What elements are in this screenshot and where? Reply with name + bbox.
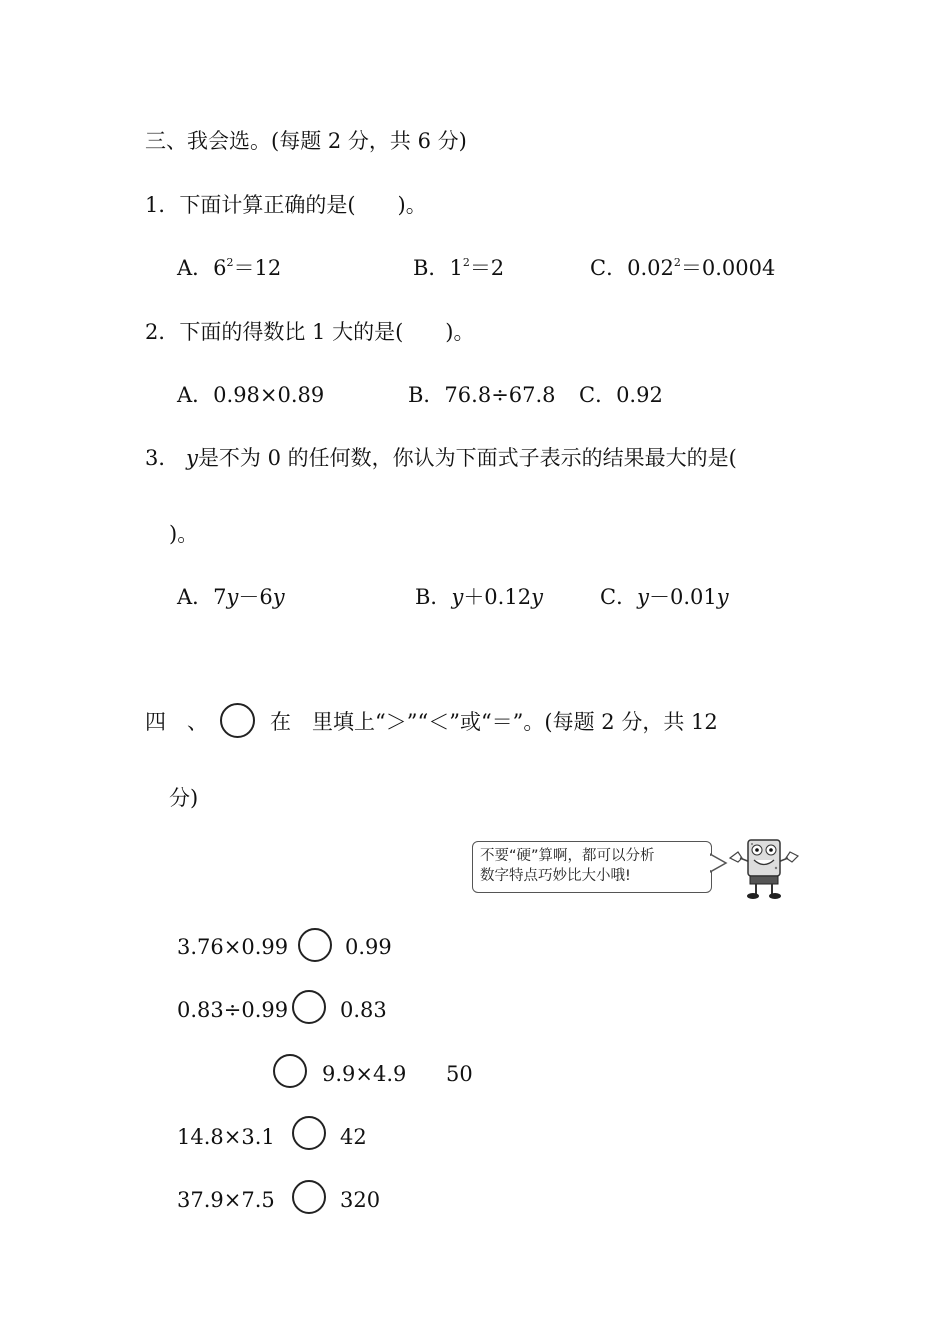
- q1-option-b[interactable]: B．$1^2=2$: [413, 256, 505, 280]
- compare-left-3: 9.9×4.9: [322, 1062, 407, 1086]
- q1-stem: 1．下面计算正确的是( )。: [145, 193, 427, 217]
- hint-speech-bubble: [472, 841, 712, 893]
- compare-right-4: 42: [340, 1125, 367, 1149]
- q1-option-a[interactable]: A．$6^2=12$: [177, 256, 282, 280]
- answer-circle-4[interactable]: [292, 1116, 326, 1150]
- q3-option-b[interactable]: B．y＋0.12y: [415, 585, 543, 609]
- section4-heading-prefix: 四 、: [145, 710, 208, 734]
- compare-left-4: 14.8×3.1: [177, 1125, 275, 1149]
- compare-left-5: 37.9×7.5: [177, 1188, 275, 1212]
- compare-right-1: 0.99: [345, 935, 392, 959]
- q3-stem-close: )。: [169, 522, 199, 546]
- answer-circle-5[interactable]: [292, 1180, 326, 1214]
- answer-circle-2[interactable]: [292, 990, 326, 1024]
- q2-option-b[interactable]: B．76.8÷67.8: [408, 383, 556, 407]
- compare-left-1: 3.76×0.99: [177, 935, 289, 959]
- compare-right-3: 50: [446, 1062, 473, 1086]
- hint-line-1: 不要“硬”算啊，都可以分析: [480, 848, 655, 864]
- answer-circle-3[interactable]: [273, 1054, 307, 1088]
- q3-stem: 3． y是不为 0 的任何数，你认为下面式子表示的结果最大的是(: [145, 446, 737, 470]
- compare-right-2: 0.83: [340, 998, 387, 1022]
- q2-option-a[interactable]: A．0.98×0.89: [177, 383, 325, 407]
- q2-stem: 2．下面的得数比 1 大的是( )。: [145, 320, 475, 344]
- q2-option-c[interactable]: C．0.92: [579, 383, 663, 407]
- heading-circle-icon: [220, 703, 255, 738]
- answer-circle-1[interactable]: [298, 928, 332, 962]
- q3-option-a[interactable]: A．7y－6y: [177, 585, 285, 609]
- compare-right-5: 320: [340, 1188, 381, 1212]
- q1-option-c[interactable]: C．$0.02^2=0.0004$: [590, 256, 776, 280]
- cartoon-sponge-icon: [726, 836, 802, 900]
- hint-line-2: 数字特点巧妙比大小哦!: [480, 868, 631, 884]
- compare-left-2: 0.83÷0.99: [177, 998, 289, 1022]
- q3-option-c[interactable]: C．y－0.01y: [600, 585, 729, 609]
- section4-heading: 在 里填上“＞”“＜”或“＝”。(每题 2 分，共 12: [270, 710, 718, 734]
- section4-heading-end: 分): [169, 786, 199, 810]
- section3-heading: 三、我会选。(每题 2 分，共 6 分): [145, 129, 467, 153]
